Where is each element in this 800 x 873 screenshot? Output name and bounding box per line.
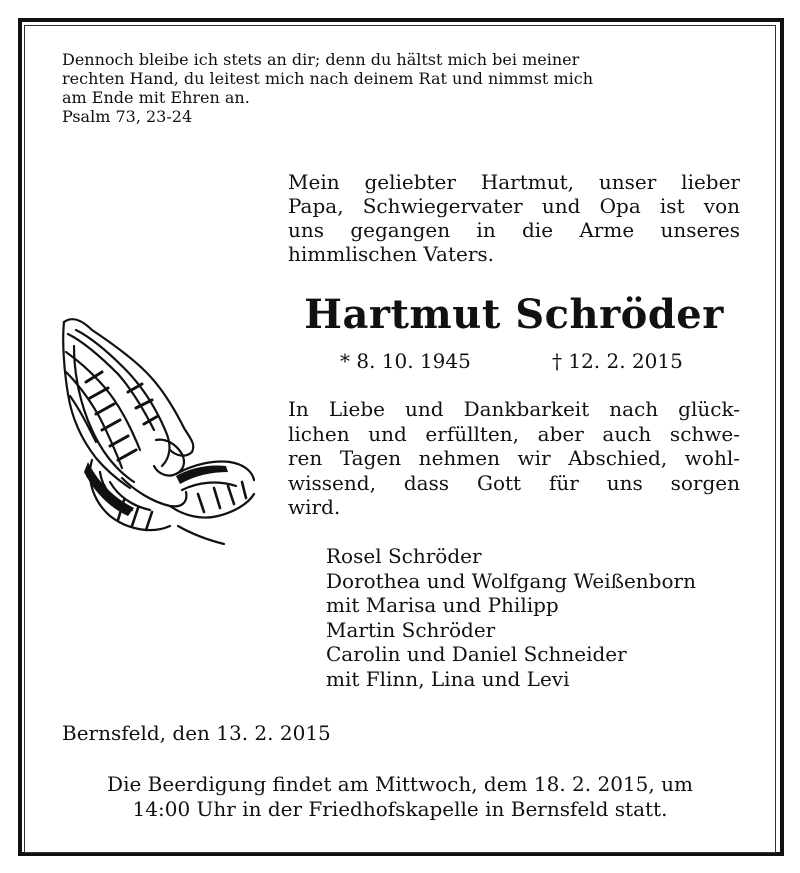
place-date: Bernsfeld, den 13. 2. 2015 bbox=[62, 721, 331, 745]
family-member: Dorothea und Wolfgang Weißenborn bbox=[326, 568, 696, 593]
message-line: wissend, dass Gott für uns sorgen bbox=[288, 470, 740, 495]
praying-hands-icon bbox=[58, 312, 258, 548]
funeral-line: Die Beerdigung findet am Mittwoch, dem 18. 2. 2015, um bbox=[107, 772, 693, 796]
deceased-name: Hartmut Schröder bbox=[304, 291, 724, 338]
family-member: Martin Schröder bbox=[326, 617, 496, 642]
funeral-line: 14:00 Uhr in der Friedhofskapelle in Bernsfeld statt. bbox=[132, 797, 668, 821]
message-line: ren Tagen nehmen wir Abschied, wohl- bbox=[288, 446, 740, 470]
intro-line: Papa, Schwiegervater und Opa ist von bbox=[288, 194, 740, 218]
family-member: mit Marisa und Philipp bbox=[326, 593, 559, 617]
intro-line: himmlischen Vaters. bbox=[288, 242, 495, 266]
message-line: In Liebe und Dankbarkeit nach glück- bbox=[288, 397, 740, 421]
family-member: Carolin und Daniel Schneider bbox=[326, 642, 627, 666]
message-line: lichen und erfüllten, aber auch schwe- bbox=[288, 421, 740, 446]
verse-line: rechten Hand, du leitest mich nach deinem Rat und nimmst mich bbox=[62, 69, 593, 88]
birth-date: * 8. 10. 1945 bbox=[340, 349, 471, 373]
verse-line: Dennoch bleibe ich stets an dir; denn du hältst mich bei meiner bbox=[62, 50, 580, 69]
death-date: † 12. 2. 2015 bbox=[552, 349, 683, 373]
verse-reference: Psalm 73, 23-24 bbox=[62, 107, 193, 126]
intro-line: Mein geliebter Hartmut, unser lieber bbox=[288, 170, 740, 194]
verse-line: am Ende mit Ehren an. bbox=[62, 88, 250, 107]
intro-line: uns gegangen in die Arme unseres bbox=[288, 218, 740, 242]
family-member: mit Flinn, Lina und Levi bbox=[326, 666, 570, 691]
message-line: wird. bbox=[288, 495, 341, 519]
family-member: Rosel Schröder bbox=[326, 544, 482, 568]
